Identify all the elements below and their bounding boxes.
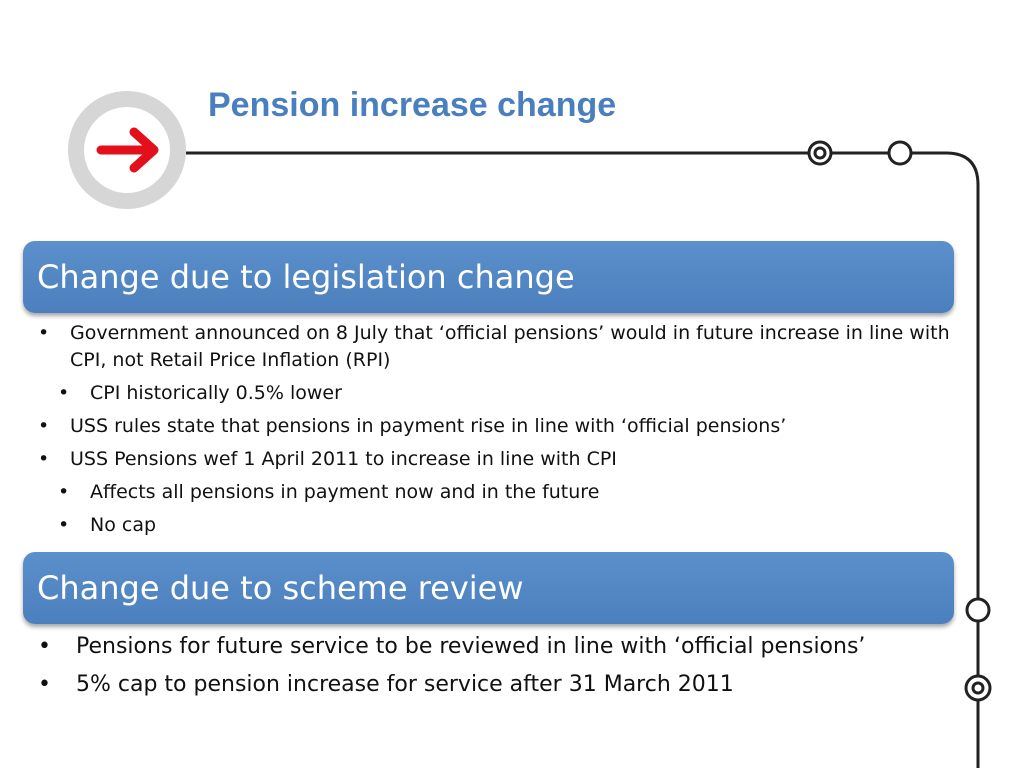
list-item: • Affects all pensions in payment now and in the future xyxy=(74,479,954,506)
station-double-ring-right xyxy=(966,676,990,700)
section-heading-label: Change due to legislation change xyxy=(37,258,575,296)
scheme-review-bullet-list xyxy=(54,632,954,708)
section-heading-scheme-review xyxy=(23,552,954,624)
list-item: • Government announced on 8 July that ‘official pensions’ would in future increase in line with CPI, not Retail Price Inflation (RPI) xyxy=(54,320,954,374)
station-double-ring-top xyxy=(809,142,831,164)
section-heading-label: Change due to scheme review xyxy=(37,569,524,607)
arrow-right-icon xyxy=(101,132,154,168)
list-item: • CPI historically 0.5% lower xyxy=(74,380,954,407)
list-item: • 5% cap to pension increase for service after 31 March 2011 xyxy=(54,670,954,700)
legislation-bullet-list xyxy=(54,320,954,545)
list-item: • Pensions for future service to be reviewed in line with ‘official pensions’ xyxy=(54,632,954,662)
list-item: • USS Pensions wef 1 April 2011 to increase in line with CPI xyxy=(54,446,954,473)
slide-title: Pension increase change xyxy=(208,86,617,124)
list-item: • USS rules state that pensions in payment rise in line with ‘official pensions’ xyxy=(54,413,954,440)
station-ring-right xyxy=(967,599,989,621)
station-ring-top xyxy=(889,142,911,164)
section-heading-legislation xyxy=(23,241,954,313)
list-item: • No cap xyxy=(74,512,954,539)
